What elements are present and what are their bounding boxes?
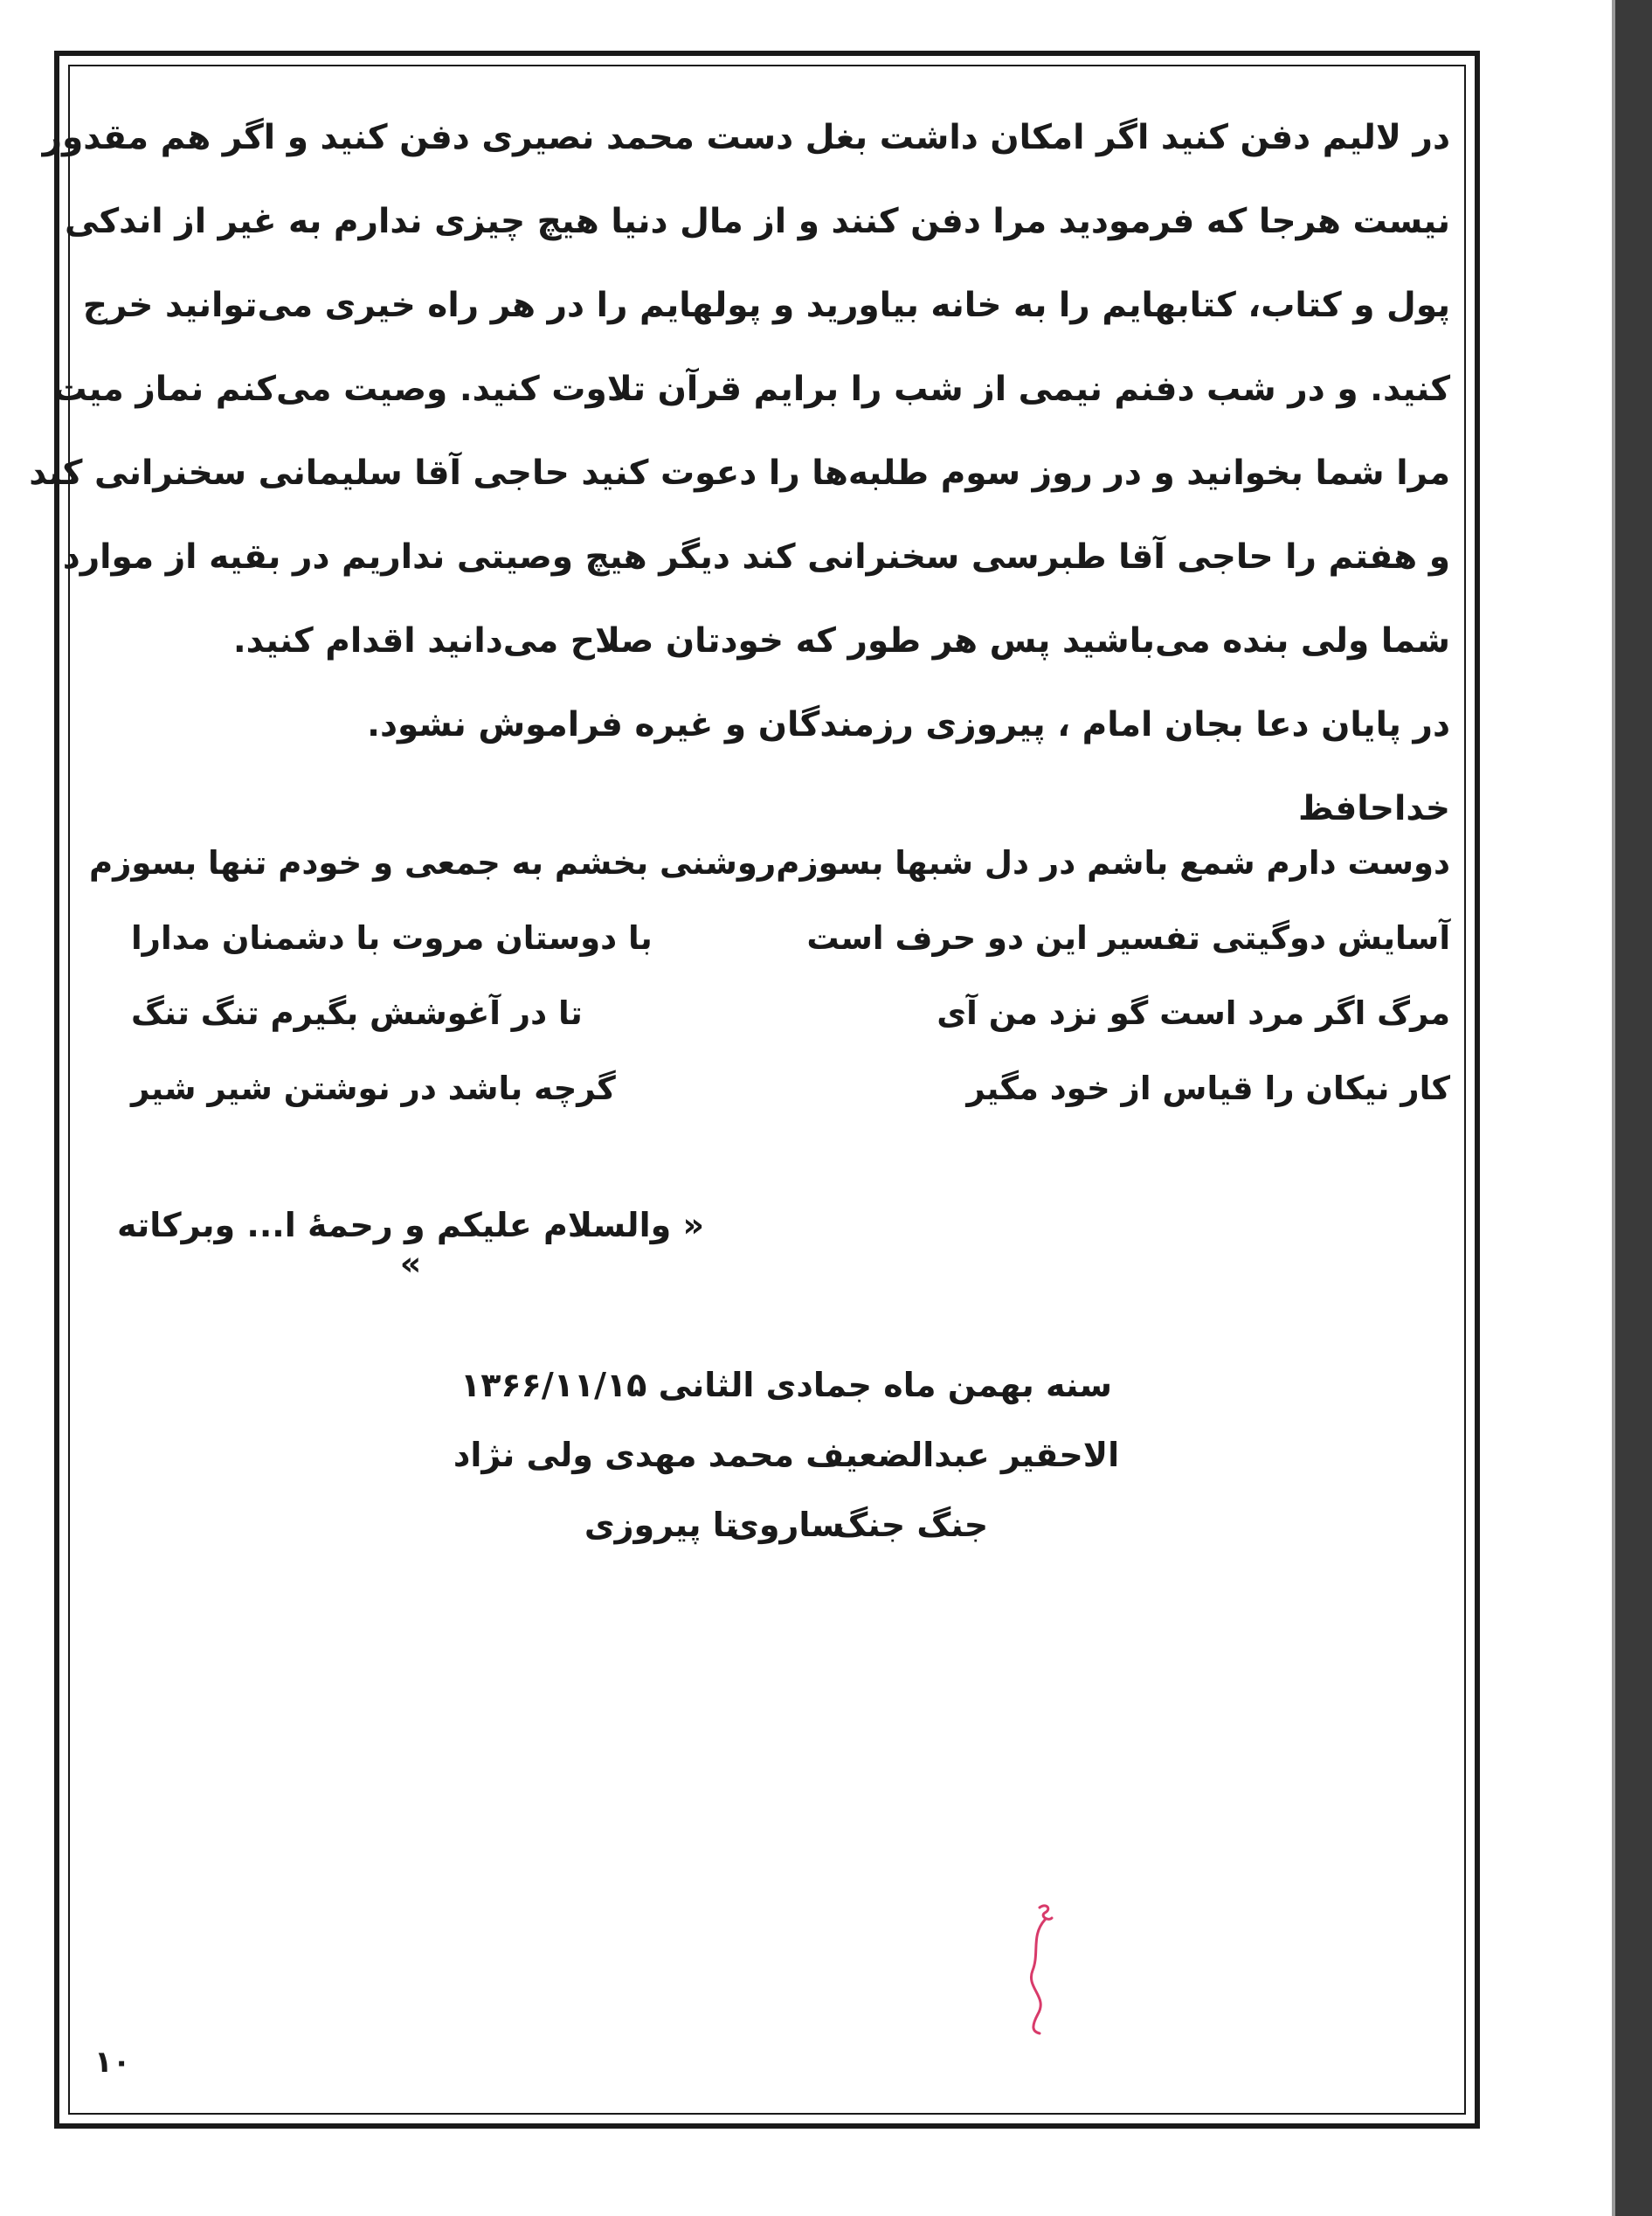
scan-edge xyxy=(1615,0,1652,2216)
verse-row xyxy=(131,976,1450,1051)
handwritten-signature xyxy=(1013,1901,1066,2040)
verse-row xyxy=(131,1051,1450,1126)
letter-body xyxy=(29,96,1450,851)
paragraph-line: پول و کتاب، کتابهایم را به خانه بیاورید و پولهایم را در هر راه خیری می‌توانید خرج xyxy=(82,286,1450,325)
verse-second-half: گرچه باشد در نوشتن شیر شیر xyxy=(131,1070,616,1107)
paragraph-line: شما ولی بنده می‌باشید پس هر طور که خودتان صلاح می‌دانید اقدام کنید. xyxy=(232,621,1450,661)
verse-first-half: دوست دارم شمع باشم در دل شبها بسوزم xyxy=(776,844,1450,882)
verse-first-half: کار نیکان را قیاس از خود مگیر xyxy=(966,1070,1450,1107)
verse-second-half: روشنی بخشم به جمعی و خودم تنها بسوزم xyxy=(89,844,777,882)
paragraph-line: مرا شما بخوانید و در روز سوم طلبه‌ها را دعوت کنید حاجی آقا سلیمانی سخنرانی کند xyxy=(29,454,1450,493)
verse-second-half: تا در آغوشش بگیرم تنگ تنگ xyxy=(131,994,583,1032)
paragraph-line: نیست هرجا که فرمودید مرا دفن کنند و از مال دنیا هیچ چیزی ندارم به غیر از اندکی xyxy=(65,202,1450,241)
verse-row xyxy=(131,901,1450,976)
verse-first-half: مرگ اگر مرد است گو نزد من آی xyxy=(937,994,1450,1032)
poem-verses xyxy=(89,826,1450,1126)
salutation: « والسلام علیکم و رحمهٔ ا... وبرکاته » xyxy=(116,1206,705,1283)
page-number: ۱۰ xyxy=(94,2045,131,2080)
paragraph-line: کنید. و در شب دفنم نیمی از شب را برایم قرآن تلاوت کنید. وصیت می‌کنم نماز میت xyxy=(52,370,1450,409)
paragraph-line: در لالیم دفن کنید اگر امکان داشت بغل دست محمد نصیری دفن کنید و اگر هم مقدور xyxy=(42,118,1450,157)
farewell: خداحافظ xyxy=(1297,789,1450,828)
signature-line: الاحقیر عبدالضعیف محمد مهدی ولی نژاد ساروی xyxy=(453,1436,1120,1544)
closing-block xyxy=(393,1350,1179,1560)
verse-first-half: آسایش دوگیتی تفسیر این دو حرف است xyxy=(806,919,1450,957)
verse-row xyxy=(89,826,1450,901)
paragraph-line: و هفتم را حاجی آقا طبرسی سخنرانی کند دیگر هیچ وصیتی نداریم در بقیه از موارد xyxy=(62,537,1450,577)
slogan-right: جنگ جنگ xyxy=(833,1506,989,1544)
paragraph-line: در پایان دعا بجان امام ، پیروزی رزمندگان و غیره فراموش نشود. xyxy=(367,705,1450,744)
date-line: سنه بهمن ماه جمادی الثانی ۱۳۶۶/۱۱/۱۵ xyxy=(460,1366,1112,1404)
slogan-left: تا پیروزی xyxy=(584,1506,738,1544)
verse-second-half: با دوستان مروت با دشمنان مدارا xyxy=(131,919,653,957)
